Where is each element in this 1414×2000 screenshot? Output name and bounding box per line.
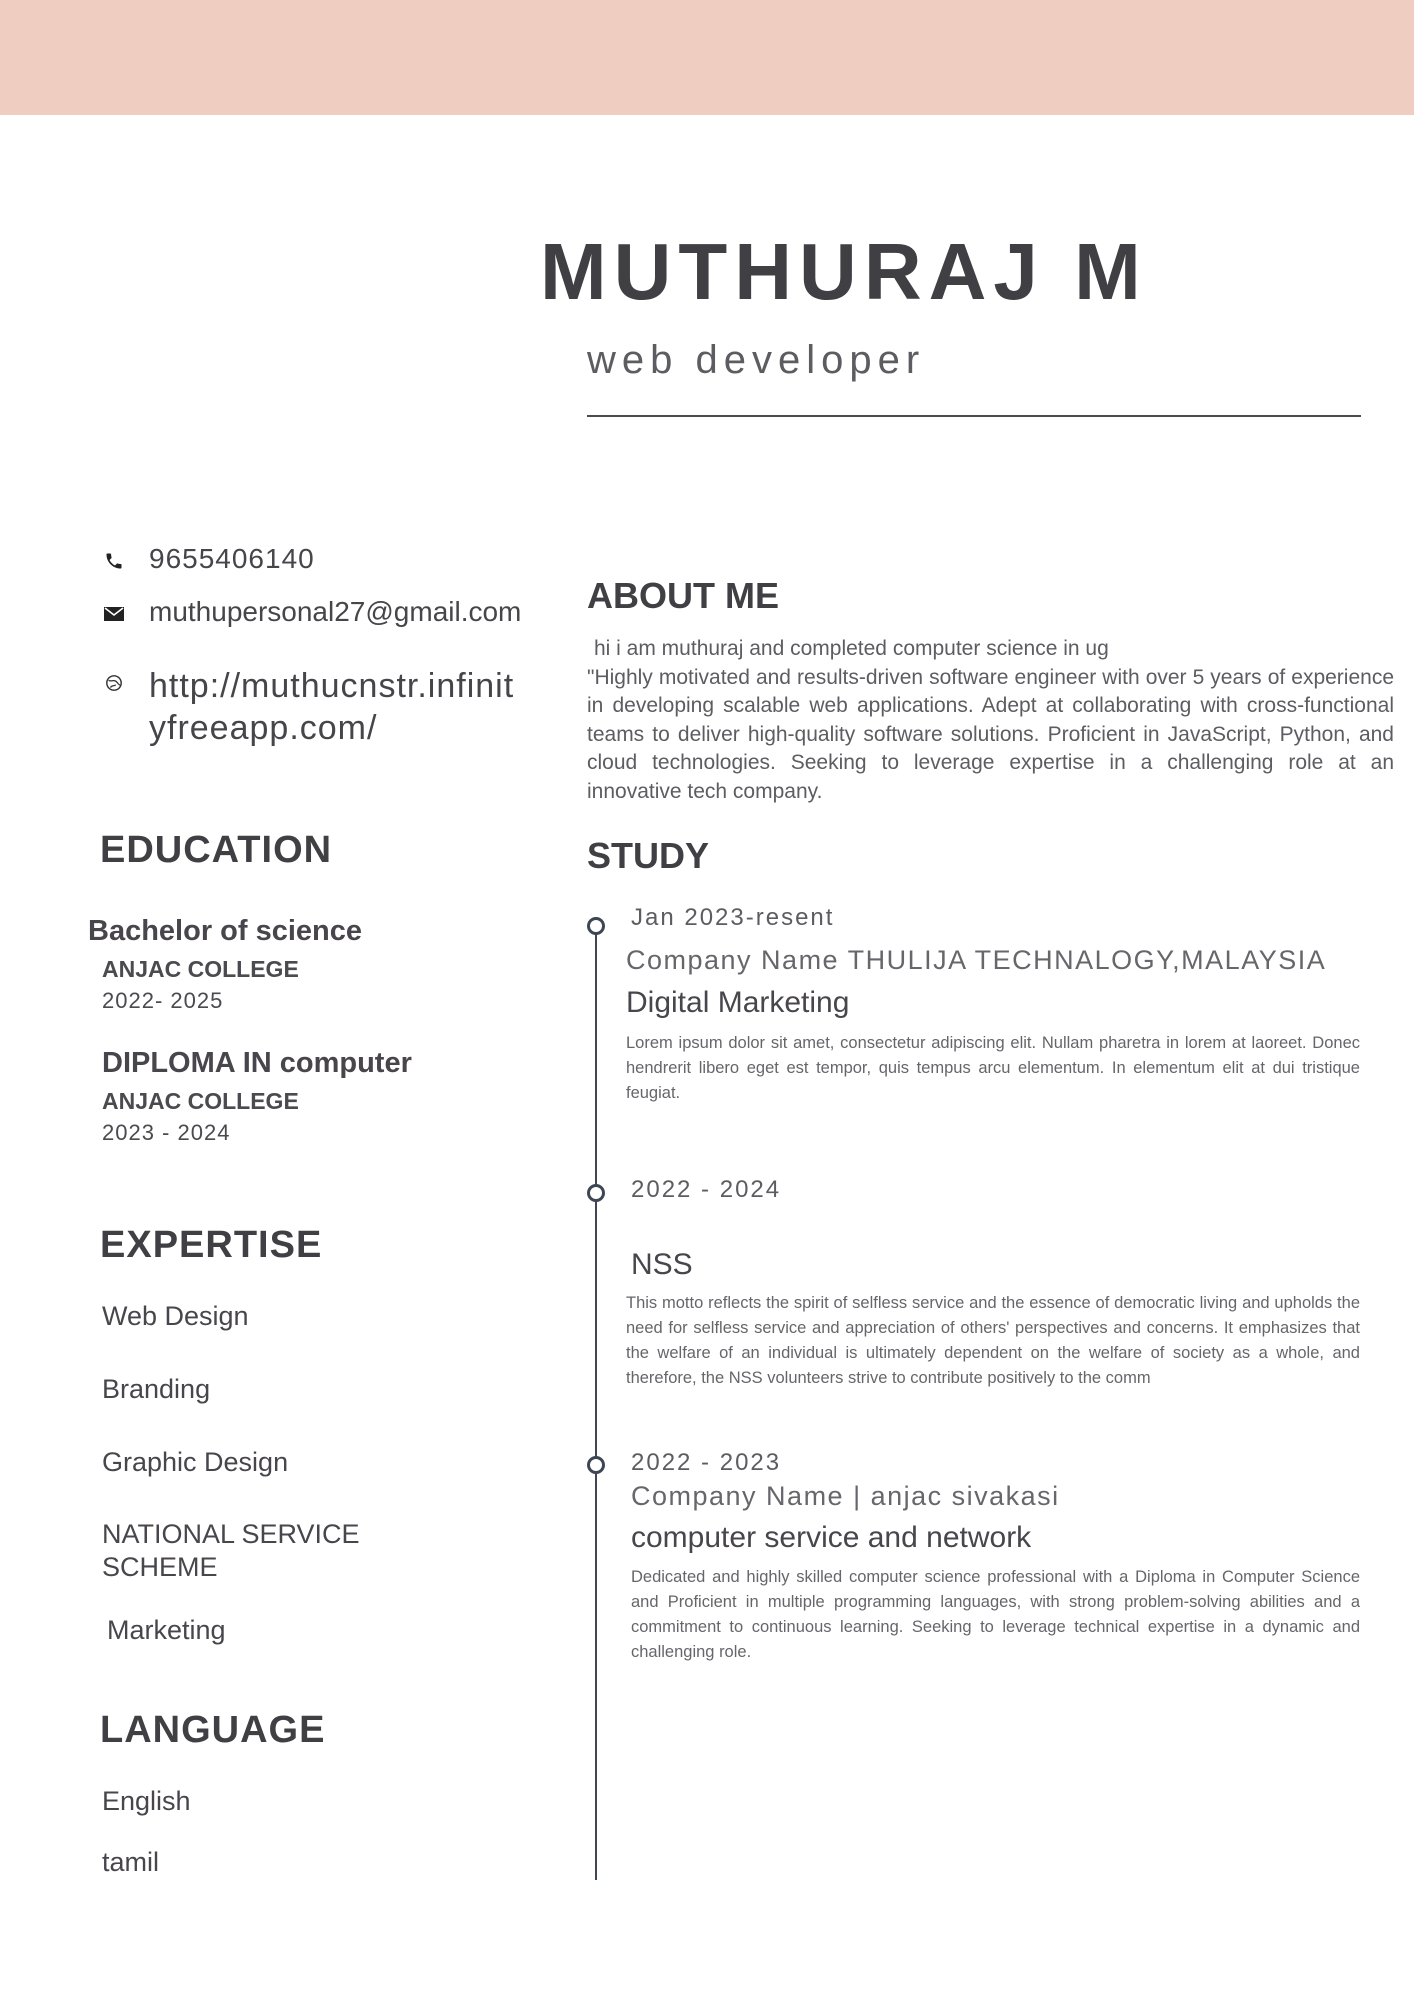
timeline-line [595, 925, 597, 1880]
study-date: 2022 - 2023 [631, 1449, 782, 1476]
expertise-item: NATIONAL SERVICE SCHEME [102, 1519, 360, 1582]
expertise-heading: EXPERTISE [100, 1224, 323, 1266]
study-company: Company Name | anjac sivakasi [631, 1481, 1060, 1511]
study-title: computer service and network [631, 1521, 1032, 1554]
mail-icon [102, 602, 126, 626]
phone-icon [102, 549, 126, 573]
study-description: This motto reflects the spirit of selfless service and the essence of democratic living and upholds the need for selfless service and appreciation of others' perspectives and concerns. It emphasizes that the welfare of an individual is ultimately dependent on the welfare of society as a whole, and therefore, the NSS volunteers strive to contribute positively to the comm [626, 1294, 1360, 1387]
education-heading: EDUCATION [100, 829, 333, 871]
expertise-item: Marketing [107, 1615, 226, 1645]
language-item: English [102, 1786, 191, 1816]
email-link[interactable]: muthupersonal27@gmail.com [149, 596, 522, 627]
language-item: tamil [102, 1847, 160, 1877]
education-college: ANJAC COLLEGE [102, 956, 299, 982]
study-heading: STUDY [587, 835, 710, 876]
website-link[interactable]: http://muthucnstr.infinityfreeapp.com/ [149, 667, 515, 747]
globe-icon [102, 671, 126, 695]
study-company: Company Name THULIJA TECHNALOGY,MALAYSIA [626, 945, 1327, 975]
language-heading: LANGUAGE [100, 1709, 326, 1751]
contact-phone [102, 543, 315, 575]
study-description: Lorem ipsum dolor sit amet, consectetur adipiscing elit. Nullam pharetra in lorem at laoreet. Donec hendrerit libero eget est tempor, quis tempus arcu elementum. In elementum elit at dui tristique feugiat. [626, 1034, 1360, 1102]
study-title: Digital Marketing [626, 986, 850, 1019]
expertise-item: Web Design [102, 1301, 249, 1331]
study-title: NSS [631, 1248, 693, 1281]
study-date: 2022 - 2024 [631, 1176, 782, 1203]
timeline-dot [587, 1184, 605, 1202]
education-college: ANJAC COLLEGE [102, 1088, 299, 1114]
education-degree: Bachelor of science [88, 915, 362, 947]
study-date: Jan 2023-resent [631, 904, 835, 931]
contact-email [102, 596, 521, 628]
person-name: MUTHURAJ M [540, 227, 1148, 316]
education-degree: DIPLOMA IN computer [102, 1047, 412, 1079]
contact-website [102, 665, 519, 749]
about-heading: ABOUT ME [587, 575, 779, 616]
education-years: 2023 - 2024 [102, 1120, 231, 1145]
expertise-item: Graphic Design [102, 1447, 289, 1477]
header-divider [587, 415, 1361, 417]
timeline-dot [587, 1456, 605, 1474]
job-title: web developer [587, 338, 926, 382]
header-band [0, 0, 1414, 115]
phone-number: 9655406140 [149, 543, 315, 574]
education-years: 2022- 2025 [102, 988, 224, 1013]
study-description: Dedicated and highly skilled computer science professional with a Diploma in Computer Science and Proficient in multiple programming languages, with strong problem-solving abilities and a commitment to continuous learning. Seeking to leverage technical expertise in a dynamic and challenging role. [631, 1568, 1360, 1661]
about-text [587, 635, 1394, 806]
timeline-dot [587, 917, 605, 935]
about-body: "Highly motivated and results-driven software engineer with over 5 years of experience in developing scalable web applications. Adept at collaborating with cross-functional teams to deliver high-quality software solutions. Proficient in JavaScript, Python, and cloud technologies. Seeking to leverage expertise in a challenging role at an innovative tech company. [587, 665, 1394, 803]
expertise-item: Branding [102, 1374, 211, 1404]
about-intro: hi i am muthuraj and completed computer science in ug [594, 637, 1109, 660]
